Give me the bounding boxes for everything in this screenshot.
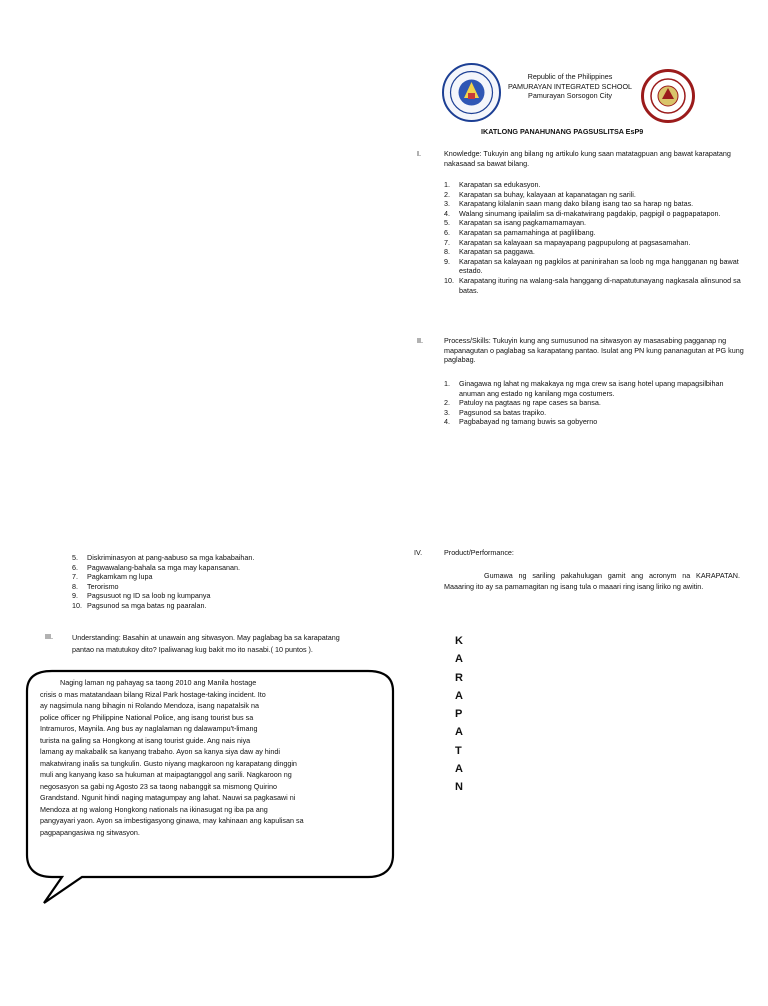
list-item-number: 7. (444, 237, 450, 247)
list-item-number: 8. (444, 247, 450, 257)
list-item-number: 2. (444, 189, 450, 199)
list-item-number: 8. (72, 581, 78, 591)
deped-seal (442, 63, 501, 122)
list-item-number: 1. (444, 379, 450, 388)
bubble-line: makatwirang inalis sa tungkulin. Gusto niyang magkaroon ng karapatang dinggin (40, 758, 297, 768)
list-item (444, 199, 744, 209)
section-2-instruction: Process/Skills: Tukuyin kung ang sumusunod na sitwasyon ay masasabing pagganap ng mapanagutan o paglabag sa karapatang pantao. Isulat ang PN kung pananagutan at PG kung paglabag. (444, 336, 744, 365)
list-item (72, 591, 372, 601)
list-item-text: Patuloy na pagtaas ng rape cases sa bansa. (459, 398, 601, 408)
deped-seal-graphic (444, 65, 499, 120)
list-item (72, 582, 372, 592)
list-item-text: Ginagawa ng lahat ng makakaya ng mga crew sa isang hotel upang mapagsilbihan anuman ang estado ng kanilang mga costumers. (459, 379, 724, 398)
list-item-number: 4. (444, 208, 450, 218)
header-school-name: PAMURAYAN INTEGRATED SCHOOL (507, 81, 633, 91)
bubble-line: lamang ay makabalik sa kanyang trabaho. Ayon sa kanya siya daw ay hindi (40, 747, 280, 756)
bubble-text (40, 677, 368, 838)
list-item-number: 3. (444, 407, 450, 417)
list-item-number: 1. (444, 180, 450, 189)
list-item (72, 553, 372, 563)
list-item-text: Diskriminasyon at pang-aabuso sa mga kababaihan. (87, 553, 255, 562)
list-item (72, 563, 372, 573)
list-item-text: Pagsunod sa mga batas ng paaralan. (87, 600, 207, 610)
list-item-text: Terorismo (87, 581, 119, 591)
list-item-number: 9. (72, 591, 78, 601)
bubble-line: ay nagsimula nang bihagin ni Rolando Mendoza, isang napatalsik na (40, 701, 259, 710)
header-line-3: Pamurayan Sorsogon City (528, 91, 612, 101)
school-seal-graphic (644, 72, 692, 120)
list-item-number: 7. (72, 572, 78, 582)
acronym-letter: T (455, 744, 462, 757)
list-item-text: Karapatan sa kalayaan ng pagkilos at paninirahan sa loob ng mga hangganan ng bawat estado. (459, 256, 739, 276)
acronym-letter: N (455, 781, 463, 794)
header-line-1: Republic of the Philippines (527, 72, 613, 81)
section-2-list-continued (72, 553, 372, 611)
list-item (72, 572, 372, 582)
bubble-line: pagpapangasiwa ng sitwasyon. (40, 827, 140, 837)
section-3-roman: III. (45, 632, 53, 641)
acronym-letter: A (455, 726, 463, 739)
list-item-text: Karapatang ituring na walang-sala hanggang di-napatutunayang nagkasala alinsunod sa batas. (459, 275, 741, 295)
list-item-text: Karapatan sa buhay, kalayaan at kapanatagan ng sarili. (459, 189, 636, 199)
list-item (444, 257, 744, 276)
list-item (444, 247, 744, 257)
list-item (444, 238, 744, 248)
section-2-list (444, 379, 744, 427)
list-item-text: Karapatan sa isang pagkamamamayan. (459, 218, 587, 228)
page-title: IKATLONG PANAHUNANG PAGSUSLITSA EsP9 (481, 127, 644, 136)
bubble-line: negosasyon sa gabi ng Agosto 23 sa taong nabanggit sa mismong Quirino (40, 781, 277, 791)
bubble-line: Intramuros, Maynila. Ang bus ay naglalaman ng dalawampu't-limang (40, 724, 258, 733)
list-item (444, 180, 744, 190)
bubble-line: muli ang kanyang kaso sa hukuman at maipagtanggol ang sarili. Nagkaroon ng (40, 770, 292, 779)
section-2-roman: II. (417, 336, 423, 345)
list-item-text: Karapatang kilalanin saan mang dako bilang isang tao sa harap ng batas. (459, 199, 694, 209)
list-item-number: 6. (444, 227, 450, 237)
bubble-line: turista na galing sa Hongkong at isang tourist guide. Ang nais niya (40, 735, 251, 745)
bubble-line: Grandstand. Ngunit hindi naging matagumpay ang lahat. Nauwi sa pagkasawi ni (40, 793, 296, 802)
list-item-number: 10. (72, 600, 82, 610)
list-item (444, 417, 744, 427)
karapatan-acronym (455, 632, 463, 797)
list-item (444, 218, 744, 228)
list-item-number: 10. (444, 275, 454, 285)
bubble-line: Naging laman ng pahayag sa taong 2010 ang Manila hostage (60, 678, 257, 687)
list-item (444, 209, 744, 219)
list-item (72, 601, 372, 611)
list-item-text: Pagsusuot ng ID sa loob ng kumpanya (87, 591, 211, 601)
acronym-letter: K (455, 635, 463, 647)
section-4-roman: IV. (414, 548, 423, 557)
section-1-list (444, 180, 744, 295)
school-header (500, 72, 640, 101)
acronym-letter: A (455, 763, 463, 776)
list-item-text: Pagsunod sa batas trapiko. (459, 407, 547, 417)
list-item (444, 379, 744, 398)
list-item-text: Karapatan sa kalayaan sa mapayapang pagpupulong at pagsasamahan. (459, 237, 691, 247)
list-item-number: 3. (444, 199, 450, 209)
list-item (444, 408, 744, 418)
bubble-line: pangyayari yaon. Ayon sa imbestigasyong ginawa, may kahinaan ang kapulisan sa (40, 816, 304, 825)
section-4-text: Gumawa ng sariling pakahulugan gamit ang acronym na KARAPATAN. Maaaring ito ay sa pamamagitan ng isang tula o maaari ring isang liriko ng awitin. (444, 571, 740, 591)
list-item-text: Karapatan sa pamamahinga at paglilibang. (459, 227, 596, 237)
list-item-number: 4. (444, 417, 450, 427)
bubble-line: police officer ng Philippine National Police, ang isang tourist bus sa (40, 712, 254, 722)
acronym-letter: R (455, 671, 463, 684)
list-item-number: 5. (72, 553, 78, 562)
acronym-letter: A (455, 653, 463, 666)
bubble-line: crisis o mas matatandaan bilang Rizal Park hostage-taking incident. Ito (40, 689, 266, 699)
list-item-text: Karapatan sa paggawa. (459, 247, 535, 257)
list-item (444, 276, 744, 295)
list-item-number: 2. (444, 398, 450, 408)
list-item-text: Pagbabayad ng tamang buwis sa gobyerno (459, 417, 598, 427)
list-item-text: Walang sinumang ipailalim sa di-makatwirang pagdakip, pagpigil o pagpapatapon. (459, 208, 721, 218)
acronym-letter: P (455, 708, 463, 721)
section-1-roman: I. (417, 149, 421, 158)
list-item-number: 5. (444, 218, 450, 228)
acronym-letter: A (455, 689, 463, 702)
section-1-instruction: Knowledge: Tukuyin ang bilang ng artikulo kung saan matatagpuan ang bawat karapatang nakasaad sa bawat bilang. (444, 149, 731, 168)
list-item (444, 190, 744, 200)
list-item-number: 6. (72, 562, 78, 572)
list-item (444, 228, 744, 238)
school-seal (641, 69, 695, 123)
list-item-text: Pagkamkam ng lupa (87, 572, 153, 582)
list-item (444, 398, 744, 408)
list-item-number: 9. (444, 256, 450, 266)
bubble-line: Mendoza at ng walong Hongkong nationals na ikinasugat ng iba pa ang (40, 804, 268, 814)
list-item-text: Pagwawalang-bahala sa mga may kapansanan. (87, 562, 241, 572)
section-3-instruction: Understanding: Basahin at unawain ang sitwasyon. May paglabag ba sa karapatang pantao na matutukoy dito? Ipaliwanag kug bakit mo ito nasabi.( 10 puntos ). (72, 633, 340, 654)
section-4-heading: Product/Performance: (444, 548, 514, 557)
list-item-text: Karapatan sa edukasyon. (459, 180, 541, 189)
